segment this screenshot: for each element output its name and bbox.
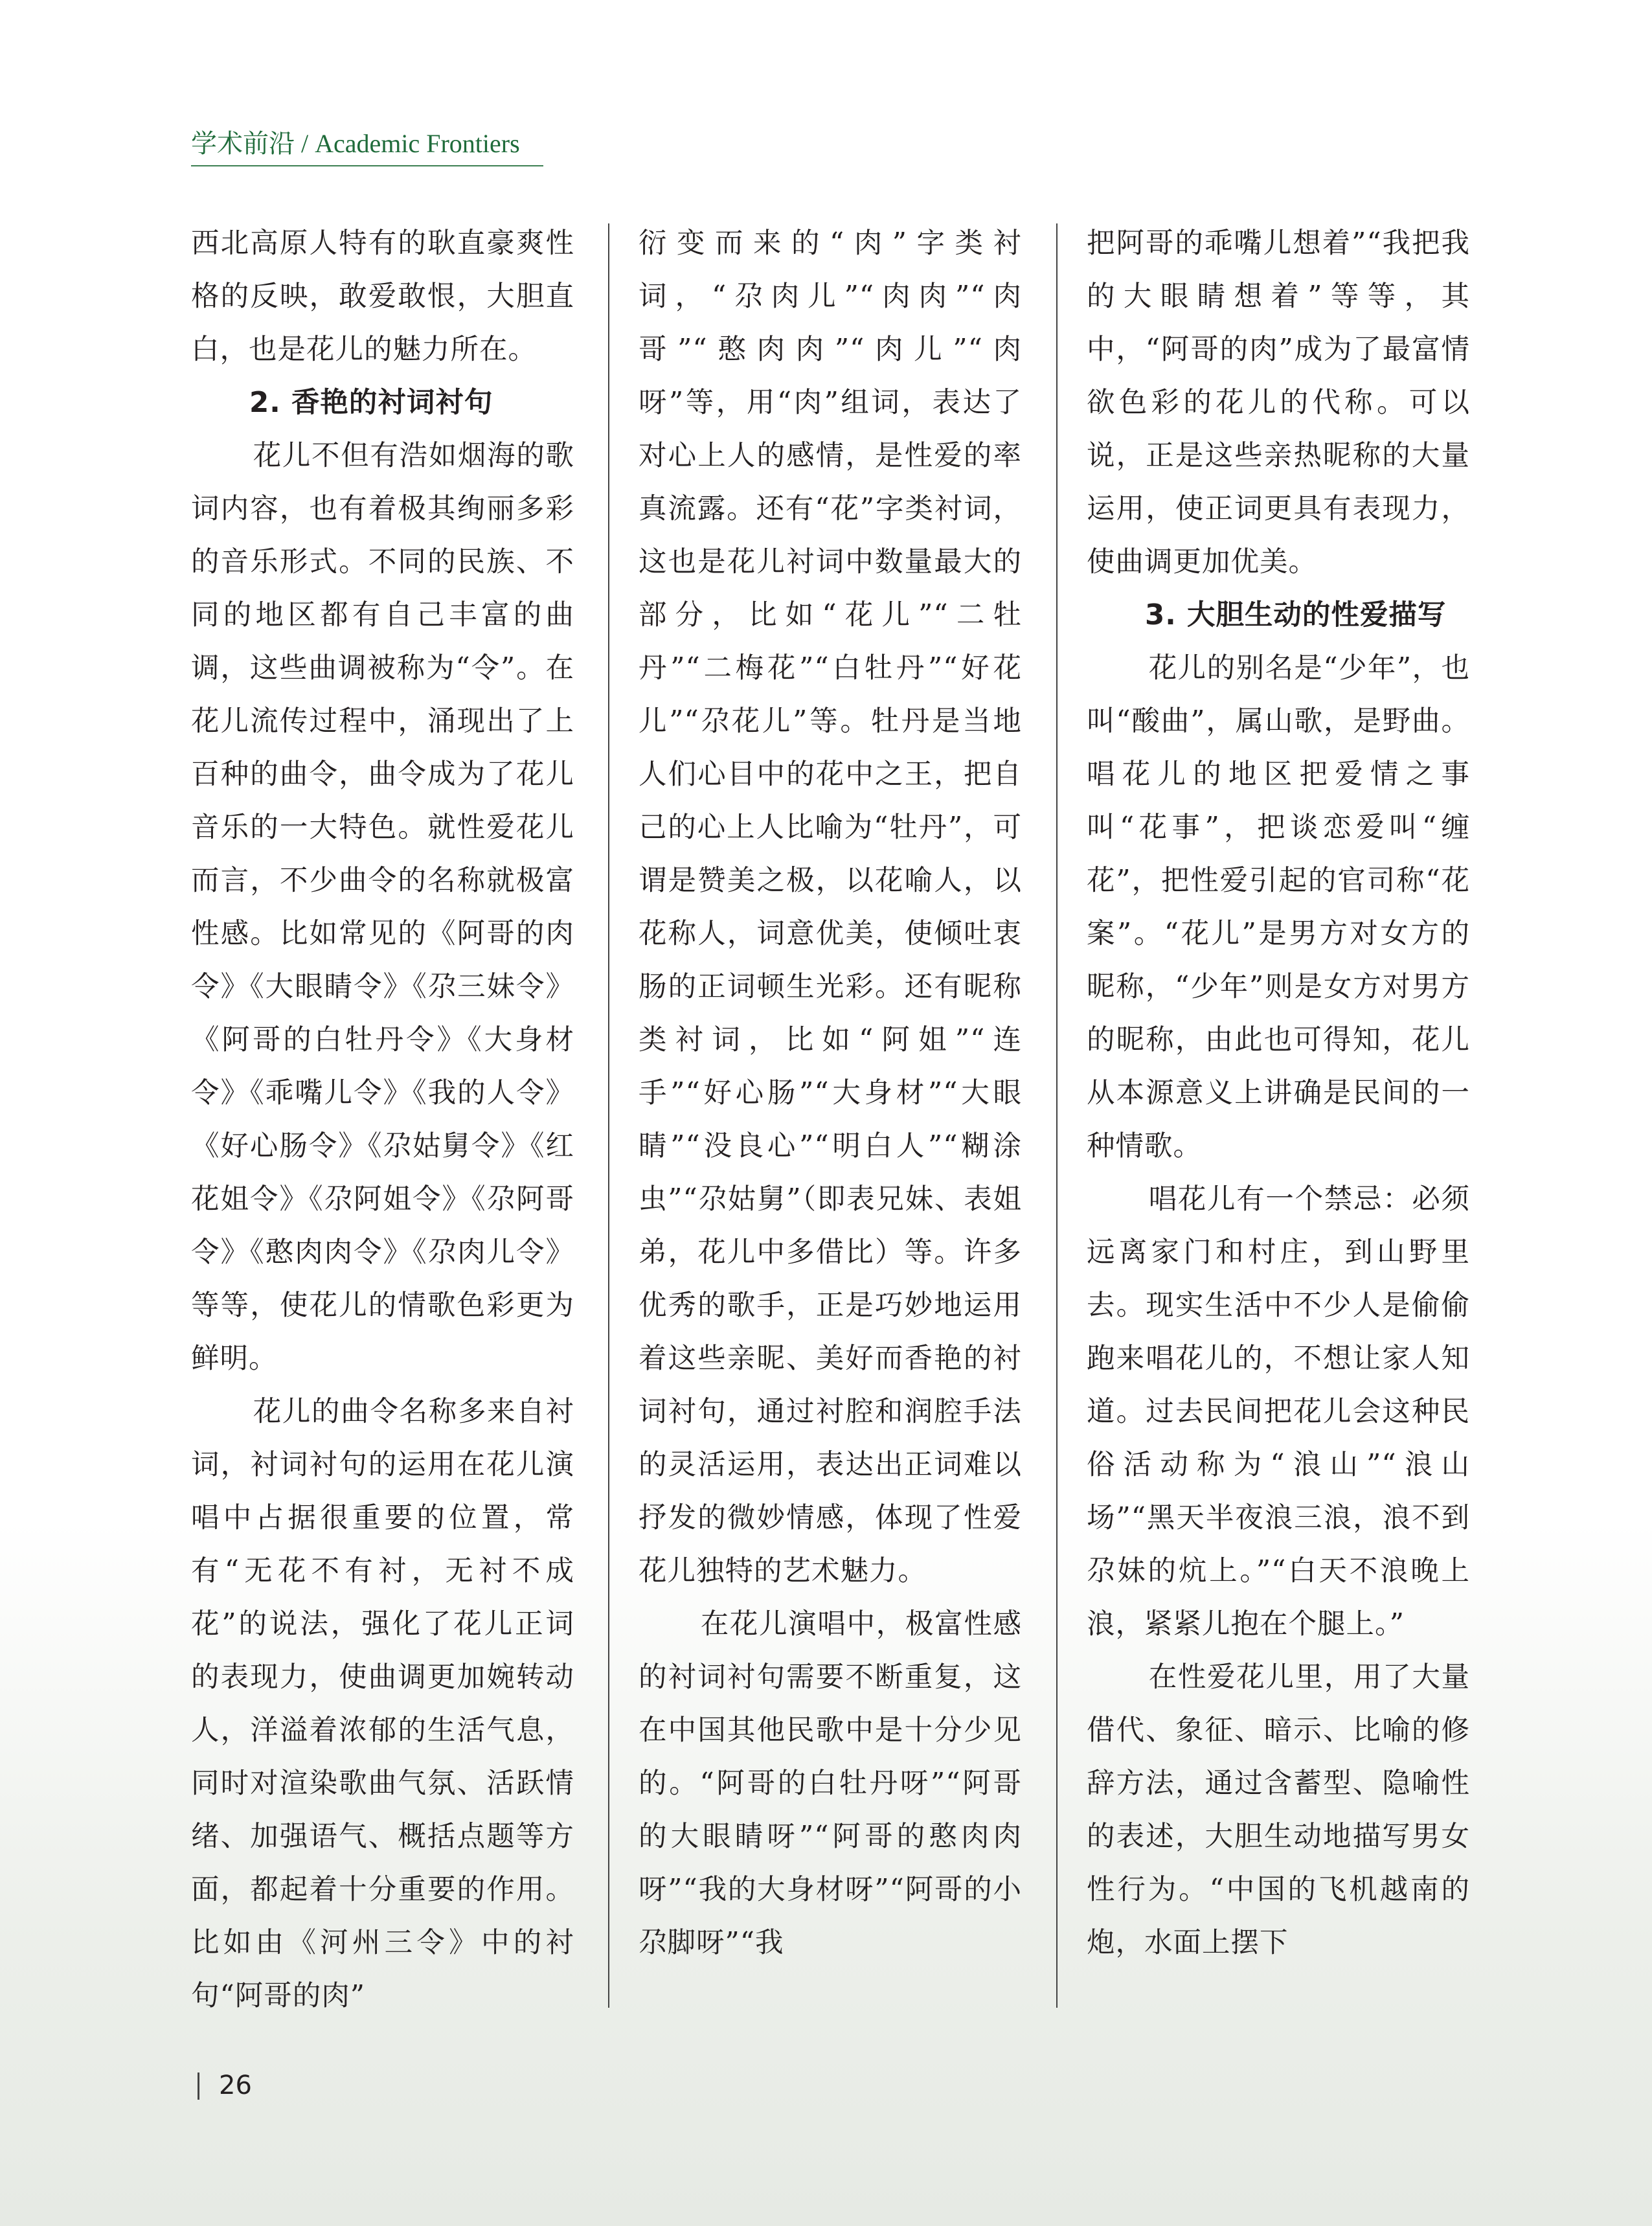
page-number: 26 bbox=[219, 2071, 252, 2100]
section-title: 学术前沿 / Academic Frontiers bbox=[191, 129, 520, 158]
text-column-3 bbox=[1087, 217, 1470, 1970]
paragraph: 西北高原人特有的耿直豪爽性格的反映，敢爱敢恨，大胆直白，也是花儿的魅力所在。 bbox=[191, 227, 574, 366]
section-heading: 3. 大胆生动的性爱描写 bbox=[1145, 599, 1447, 631]
text-column-1 bbox=[191, 217, 574, 2023]
paragraph: 花儿的曲令名称多来自衬词，衬词衬句的运用在花儿演唱中占据很重要的位置，常有“无花不有衬，无衬不成花”的说法，强化了花儿正词的表现力，使曲调更加婉转动人，洋溢着浓郁的生活气息，同时对渲染歌曲气氛、活跃情绪、加强语气、概括点题等方面，都起着十分重要的作用。比如由《河州三令》中的衬句“阿哥的肉” bbox=[191, 1396, 574, 2012]
column-divider bbox=[1056, 223, 1058, 2008]
header-underline bbox=[191, 165, 543, 166]
paragraph: 把阿哥的乖嘴儿想着”“我把我的大眼睛想着”等等，其中，“阿哥的肉”成为了最富情欲色彩的花儿的代称。可以说，正是这些亲热昵称的大量运用，使正词更具有表现力，使曲调更加优美。 bbox=[1087, 227, 1470, 578]
column-divider bbox=[608, 223, 609, 2008]
running-header bbox=[191, 126, 543, 161]
paragraph: 花儿的别名是“少年”，也叫“酸曲”，属山歌，是野曲。唱花儿的地区把爱情之事叫“花事”，把谈恋爱叫“缠花”，把性爱引起的官司称“花案”。“花儿”是男方对女方的昵称，“少年”则是女方对男方的昵称，由此也可得知，花儿从本源意义上讲确是民间的一种情歌。 bbox=[1087, 652, 1470, 1163]
footer-marker bbox=[198, 2073, 199, 2100]
paragraph: 衍变而来的“肉”字类衬词，“尕肉儿”“肉肉”“肉哥”“憨肉肉”“肉儿”“肉呀”等，用“肉”组词，表达了对心上人的感情，是性爱的率真流露。还有“花”字类衬词，这也是花儿衬词中数量最大的部分，比如“花儿”“二牡丹”“二梅花”“白牡丹”“好花儿”“尕花儿”等。牡丹是当地人们心目中的花中之王，把自己的心上人比喻为“牡丹”，可谓是赞美之极，以花喻人，以花称人，词意优美，使倾吐衷肠的正词顿生光彩。还有昵称类衬词，比如“阿姐”“连手”“好心肠”“大身材”“大眼睛”“没良心”“明白人”“糊涂虫”“尕姑舅”（即表兄妹、表姐弟，花儿中多借比）等。许多优秀的歌手，正是巧妙地运用着这些亲昵、美好而香艳的衬词衬句，通过衬腔和润腔手法的灵活运用，表达出正词难以抒发的微妙情感，体现了性爱花儿独特的艺术魅力。 bbox=[639, 227, 1022, 1587]
paragraph: 在性爱花儿里，用了大量借代、象征、暗示、比喻的修辞方法，通过含蓄型、隐喻性的表述，大胆生动地描写男女性行为。“中国的飞机越南的炮，水面上摆下 bbox=[1087, 1661, 1470, 1959]
paragraph: 在花儿演唱中，极富性感的衬词衬句需要不断重复，这在中国其他民歌中是十分少见的。“阿哥的白牡丹呀”“阿哥的大眼睛呀”“阿哥的憨肉肉呀”“我的大身材呀”“阿哥的小尕脚呀”“我 bbox=[639, 1608, 1022, 1959]
section-heading: 2. 香艳的衬词衬句 bbox=[249, 387, 493, 419]
paragraph: 花儿不但有浩如烟海的歌词内容，也有着极其绚丽多彩的音乐形式。不同的民族、不同的地区都有自己丰富的曲调，这些曲调被称为“令”。在花儿流传过程中，涌现出了上百种的曲令，曲令成为了花儿音乐的一大特色。就性爱花儿而言，不少曲令的名称就极富性感。比如常见的《阿哥的肉令》《大眼睛令》《尕三妹令》《阿哥的白牡丹令》《大身材令》《乖嘴儿令》《我的人令》《好心肠令》《尕姑舅令》《红花姐令》《尕阿姐令》《尕阿哥令》《憨肉肉令》《尕肉儿令》等等，使花儿的情歌色彩更为鲜明。 bbox=[191, 440, 574, 1375]
paragraph: 唱花儿有一个禁忌：必须远离家门和村庄，到山野里去。现实生活中不少人是偷偷跑来唱花儿的，不想让家人知道。过去民间把花儿会这种民俗活动称为“浪山”“浪山场”“黑天半夜浪三浪，浪不到尕妹的炕上。”“白天不浪晚上浪，紧紧儿抱在个腿上。” bbox=[1087, 1183, 1470, 1641]
text-column-2 bbox=[639, 217, 1022, 1970]
